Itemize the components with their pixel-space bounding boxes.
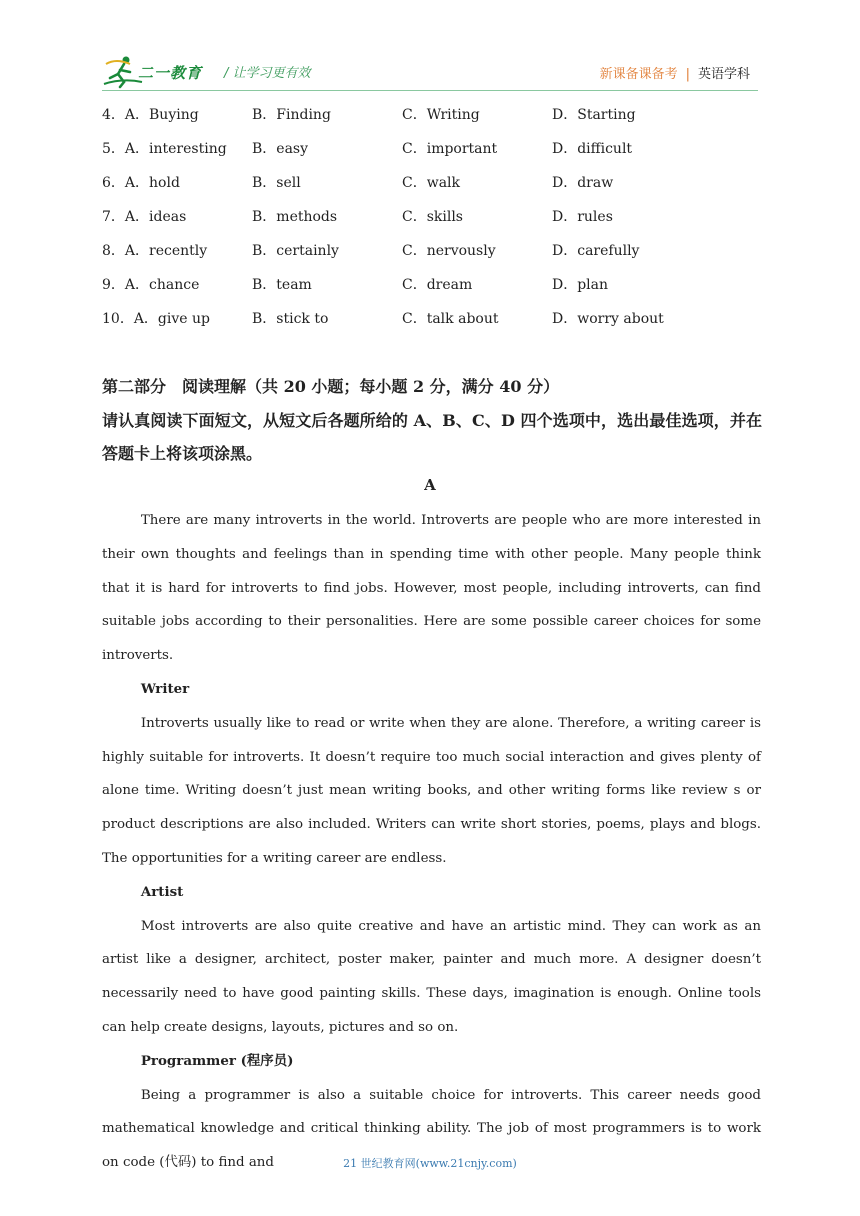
option-row	[102, 172, 762, 206]
answer-options	[102, 104, 762, 342]
header-right	[600, 63, 750, 82]
option-a: 4．A．Buying	[102, 107, 199, 123]
option-row	[102, 308, 762, 342]
option-a: 6．A．hold	[102, 175, 180, 191]
option-b: B．team	[252, 277, 312, 293]
option-c: C．skills	[402, 209, 463, 225]
option-a: 5．A．interesting	[102, 141, 227, 157]
header-separator: |	[685, 67, 690, 82]
option-c: C．Writing	[402, 107, 480, 123]
header-subject: 英语学科	[697, 67, 750, 82]
paragraph: Most introverts are also quite creative and have an artistic mind. They can work as an artist like a designer, architect, poster maker, painter and much more. A designer doesn’t necessarily need to have good painting skills. These days, imagination is enough. Online tools can help create designs, layouts, pictures and so on.	[102, 918, 761, 1035]
option-c: C．dream	[402, 277, 473, 293]
header-divider	[102, 90, 758, 91]
option-c: C．important	[402, 141, 498, 157]
option-b: B．stick to	[252, 311, 329, 327]
option-b: B．certainly	[252, 243, 339, 259]
option-d: D．draw	[552, 175, 614, 191]
paragraph: There are many introverts in the world. Introverts are people who are more interested in their own thoughts and feelings than in spending time with other people. Many people think that it is hard for introverts to find jobs. However, most people, including introverts, can find suitable jobs according to their personalities. Here are some possible career choices for some introverts.	[102, 513, 761, 664]
option-d: D．difficult	[552, 141, 633, 157]
passage-title: A	[424, 476, 436, 494]
logo-text: 二一教育	[138, 64, 203, 82]
option-d: D．rules	[552, 209, 613, 225]
section-instruction: 请认真阅读下面短文，从短文后各题所给的 A、B、C、D 四个选项中，选出最佳选项，并在答题卡上将该项涂黑。	[102, 411, 762, 463]
option-b: B．sell	[252, 175, 301, 191]
option-d: D．plan	[552, 277, 609, 293]
page-footer: 21 世纪教育网(www.21cnjy.com)	[343, 1157, 517, 1170]
option-d: D．worry about	[552, 311, 664, 327]
option-row	[102, 206, 762, 240]
paragraph: Being a programmer is also a suitable choice for introverts. This career needs good mathematical knowledge and critical thinking ability. The job of most programmers is to work on code (代码) to find and	[102, 1087, 761, 1171]
option-row	[102, 104, 762, 138]
page-header	[102, 52, 758, 92]
option-a: 7．A．ideas	[102, 209, 187, 225]
option-c: C．walk	[402, 175, 461, 191]
option-d: D．Starting	[552, 107, 636, 123]
option-d: D．carefully	[552, 243, 640, 259]
option-b: B．methods	[252, 209, 338, 225]
option-a: 10．A．give up	[102, 311, 210, 327]
option-b: B．Finding	[252, 107, 331, 123]
subheading-programmer: Programmer (程序员)	[140, 1052, 294, 1069]
option-c: C．nervously	[402, 243, 496, 259]
option-a: 9．A．chance	[102, 277, 200, 293]
option-row	[102, 138, 762, 172]
option-a: 8．A．recently	[102, 243, 208, 259]
slogan: / 让学习更有效	[224, 66, 311, 81]
option-row	[102, 274, 762, 308]
section-title: 第二部分 阅读理解（共 20 小题；每小题 2 分，满分 40 分）	[102, 377, 560, 396]
paragraph: Introverts usually like to read or write when they are alone. Therefore, a writing career is highly suitable for introverts. It doesn’t require too much social interaction and gives plenty of alone time. Writing doesn’t just mean writing books, and other writing forms like review s or product descriptions are also included. Writers can write short stories, poems, plays and blogs. The opportunities for a writing career are endless.	[102, 715, 761, 866]
option-b: B．easy	[252, 141, 309, 157]
subheading-artist: Artist	[140, 883, 184, 900]
subheading-writer: Writer	[140, 680, 190, 697]
header-label: 新课备课备考	[599, 67, 678, 82]
passage-body	[102, 504, 761, 1180]
option-row	[102, 240, 762, 274]
option-c: C．talk about	[402, 311, 499, 327]
